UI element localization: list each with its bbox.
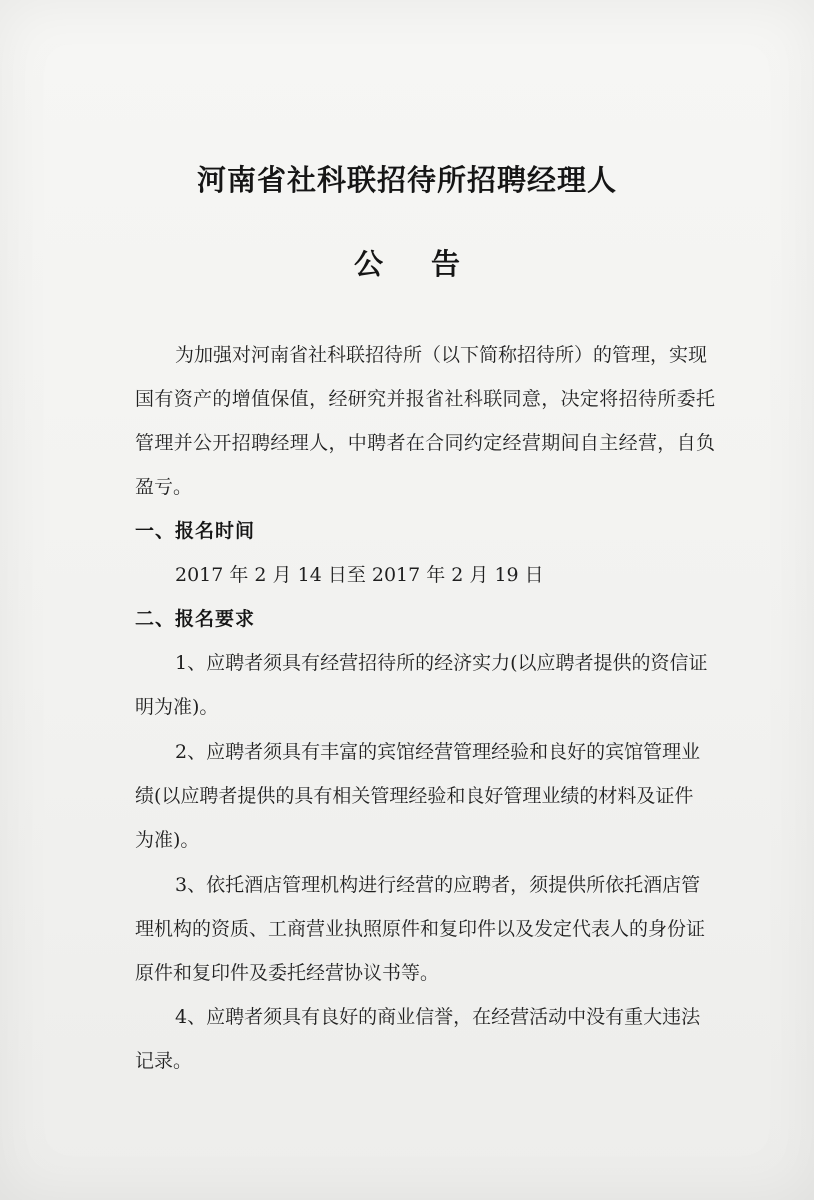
document-title: 河南省社科联招待所招聘经理人 bbox=[196, 163, 617, 197]
requirement-3-line-3: 原件和复印件及委托经营协议书等。 bbox=[135, 962, 440, 984]
requirement-4-line-2: 记录。 bbox=[135, 1050, 193, 1072]
requirement-1-line-1: 1、应聘者须具有经营招待所的经济实力(以应聘者提供的资信证 bbox=[175, 652, 708, 674]
requirement-1-line-2: 明为准)。 bbox=[135, 696, 219, 718]
requirement-2-line-3: 为准)。 bbox=[135, 829, 200, 851]
intro-line-3: 管理并公开招聘经理人，中聘者在合同约定经营期间自主经营，自负 bbox=[135, 432, 715, 454]
requirement-2-line-1: 2、应聘者须具有丰富的宾馆经营管理经验和良好的宾馆管理业 bbox=[175, 741, 701, 763]
intro-line-4: 盈亏。 bbox=[135, 476, 193, 498]
requirement-2-line-2: 绩(以应聘者提供的具有相关管理经验和良好管理业绩的材料及证件 bbox=[135, 785, 694, 807]
intro-line-2: 国有资产的增值保值，经研究并报省社科联同意，决定将招待所委托 bbox=[135, 388, 715, 410]
requirement-4-line-1: 4、应聘者须具有良好的商业信誉，在经营活动中没有重大违法 bbox=[175, 1006, 701, 1028]
document-subtitle: 公告 bbox=[353, 247, 508, 281]
intro-line-1: 为加强对河南省社科联招待所（以下简称招待所）的管理，实现 bbox=[175, 344, 708, 366]
requirement-3-line-1: 3、依托酒店管理机构进行经营的应聘者，须提供所依托酒店管 bbox=[175, 874, 701, 896]
requirement-3-line-2: 理机构的资质、工商营业执照原件和复印件以及发定代表人的身份证 bbox=[135, 918, 706, 940]
section-heading-registration-time: 一、报名时间 bbox=[135, 520, 256, 542]
section-heading-requirements: 二、报名要求 bbox=[135, 608, 256, 630]
registration-time-text: 2017 年 2 月 14 日至 2017 年 2 月 19 日 bbox=[175, 564, 544, 586]
